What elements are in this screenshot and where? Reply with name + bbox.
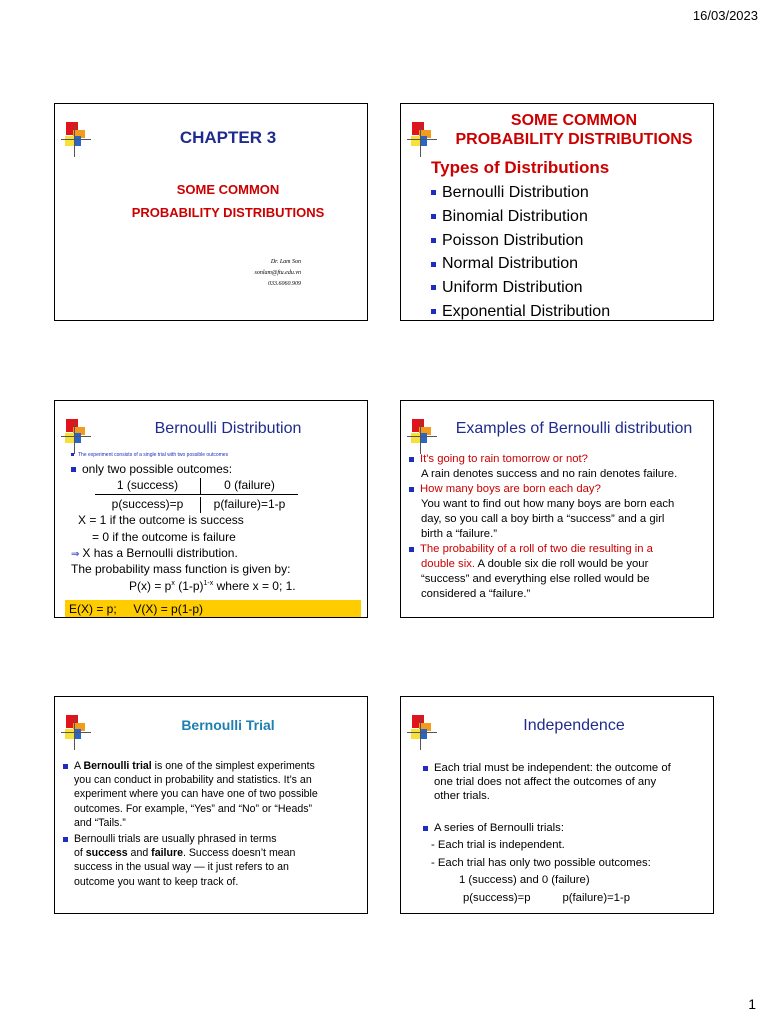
paragraph-line: you can conduct in probability and statistics. It’s an	[74, 774, 312, 787]
type-item: Binomial Distribution	[431, 205, 610, 229]
type-item: Uniform Distribution	[431, 276, 610, 300]
outcomes-bullet: only two possible outcomes:	[82, 462, 233, 476]
slide5-title: Bernoulli Trial	[181, 717, 275, 733]
paragraph-line: outcome you want to keep track of.	[74, 875, 239, 888]
slide-title	[54, 103, 368, 321]
bold-term: Bernoulli trial	[83, 760, 152, 772]
bullet-icon	[431, 214, 436, 219]
x-definition-1: X = 1 if the outcome is success	[78, 513, 244, 527]
page-date: 16/03/2023	[692, 8, 758, 23]
implies-text: X has a Bernoulli distribution.	[82, 546, 238, 560]
example-answer: A double six die roll would be your	[475, 558, 649, 570]
type-item: Exponential Distribution	[431, 300, 610, 321]
example-answer: A rain denotes success and no rain denotes failure.	[421, 468, 678, 480]
bullet-icon	[409, 457, 414, 462]
outcomes-line: p(success)=p	[463, 891, 531, 904]
slide-logo-icon	[61, 715, 91, 753]
author-phone: 033.6060.909	[268, 281, 301, 287]
slide-logo-icon	[407, 715, 437, 753]
paragraph-line: Bernoulli trials are usually phrased in terms	[74, 833, 277, 846]
chapter-subtitle-2: PROBABILITY DISTRIBUTIONS	[131, 205, 325, 220]
outcome-table	[95, 478, 298, 513]
bullet-icon	[71, 467, 76, 472]
dash-item: - Each trial is independent.	[431, 839, 565, 851]
table-header: 0 (failure)	[224, 478, 275, 492]
bullet-icon	[423, 766, 428, 771]
table-cell: p(failure)=1-p	[213, 497, 286, 511]
slide-independence	[400, 696, 714, 914]
table-cell: p(success)=p	[95, 497, 201, 513]
chapter-title: CHAPTER 3	[179, 128, 277, 147]
types-heading: Types of Distributions	[431, 158, 610, 177]
implies-arrow-icon: ⇒	[71, 549, 80, 560]
paragraph-line: experiment where you can have one of two possible	[74, 788, 318, 801]
bullet-icon	[431, 262, 436, 267]
slide-bernoulli-distribution	[54, 400, 368, 618]
paragraph-line: success in the usual way — it just refers to an	[74, 861, 289, 874]
bullet-icon	[71, 453, 74, 456]
paragraph-line: one trial does not affect the outcomes of any	[434, 776, 657, 788]
type-item: Poisson Distribution	[431, 229, 610, 253]
example-answer: day, so you call a boy birth a “success” and a girl	[421, 513, 665, 525]
bullet-icon	[423, 826, 428, 831]
pmf-formula: $P(x) = p^x$ $(1-p)^{1-x}$ where x = 0; 1.	[129, 579, 296, 593]
slide-logo-icon	[407, 122, 437, 160]
paragraph-line: Each trial must be independent: the outcome of	[434, 762, 671, 774]
bold-term: success	[85, 847, 128, 860]
bold-term: failure	[151, 847, 183, 860]
pmf-intro: The probability mass function is given by:	[71, 562, 291, 576]
slide-bernoulli-trial: Bernoulli Trial A Bernoulli trial is one of the simplest experiments you can conduct in probability and statistics. It’s an experiment where you can have one of two possible outcomes. For example, “Yes” and “No” or “Heads” and “Tails.” Bernoulli trials are usually phrased in terms of success and failure. Success doesn’t mean success in the usual way — it just refers to an outcome you want to keep track of.	[54, 696, 368, 914]
paragraph-line: A series of Bernoulli trials:	[434, 822, 564, 834]
bullet-icon	[431, 309, 436, 314]
slide-bernoulli-examples	[400, 400, 714, 618]
page-number: 1	[748, 996, 756, 1012]
bullet-icon	[409, 547, 414, 552]
example-answer: considered a “failure.”	[421, 588, 531, 600]
type-item: Normal Distribution	[431, 252, 610, 276]
paragraph-line: other trials.	[434, 790, 490, 802]
chapter-subtitle-1: SOME COMMON	[176, 182, 280, 197]
tiny-note: The experiment consists of a single trial with two possible outcomes	[78, 452, 229, 458]
bullet-icon	[63, 837, 68, 842]
example-question: double six.	[421, 558, 476, 570]
author-email: sonlam@ftu.edu.vn	[254, 270, 301, 276]
slide-distribution-types	[400, 103, 714, 321]
example-question: It's going to rain tomorrow or not?	[420, 453, 588, 465]
bullet-icon	[63, 764, 68, 769]
outcomes-line: 1 (success) and 0 (failure)	[459, 874, 590, 886]
x-definition-2: = 0 if the outcome is failure	[92, 530, 236, 544]
example-answer: You want to find out how many boys are born each	[421, 498, 675, 510]
dash-item: - Each trial has only two possible outcomes:	[431, 856, 651, 869]
slide2-title-1: SOME COMMON	[510, 112, 638, 129]
table-header: 1 (success)	[95, 478, 201, 494]
bullet-icon	[409, 487, 414, 492]
slide3-title: Bernoulli Distribution	[154, 420, 302, 437]
slide4-title: Examples of Bernoulli distribution	[455, 420, 693, 437]
bullet-icon	[431, 285, 436, 290]
slide-logo-icon	[61, 122, 91, 160]
outcomes-line: p(failure)=1-p	[562, 891, 630, 904]
bullet-icon	[431, 190, 436, 195]
slide6-title: Independence	[523, 717, 625, 734]
example-question: The probability of a roll of two die resulting in a	[420, 543, 653, 555]
author-name: Dr. Lam Son	[270, 259, 301, 265]
example-question: How many boys are born each day?	[420, 483, 601, 495]
bullet-icon	[431, 238, 436, 243]
slide2-title-2: PROBABILITY DISTRIBUTIONS	[455, 131, 693, 148]
expectation-box: E(X) = p; V(X) = p(1-p)	[65, 600, 361, 618]
type-item: Bernoulli Distribution	[431, 181, 610, 205]
paragraph-line: outcomes. For example, “Yes” and “No” or “Heads”	[74, 802, 313, 815]
example-answer: “success” and everything else rolled would be	[421, 573, 650, 585]
example-answer: birth a “failure.”	[421, 528, 497, 540]
paragraph-line: and “Tails.”	[74, 816, 126, 829]
